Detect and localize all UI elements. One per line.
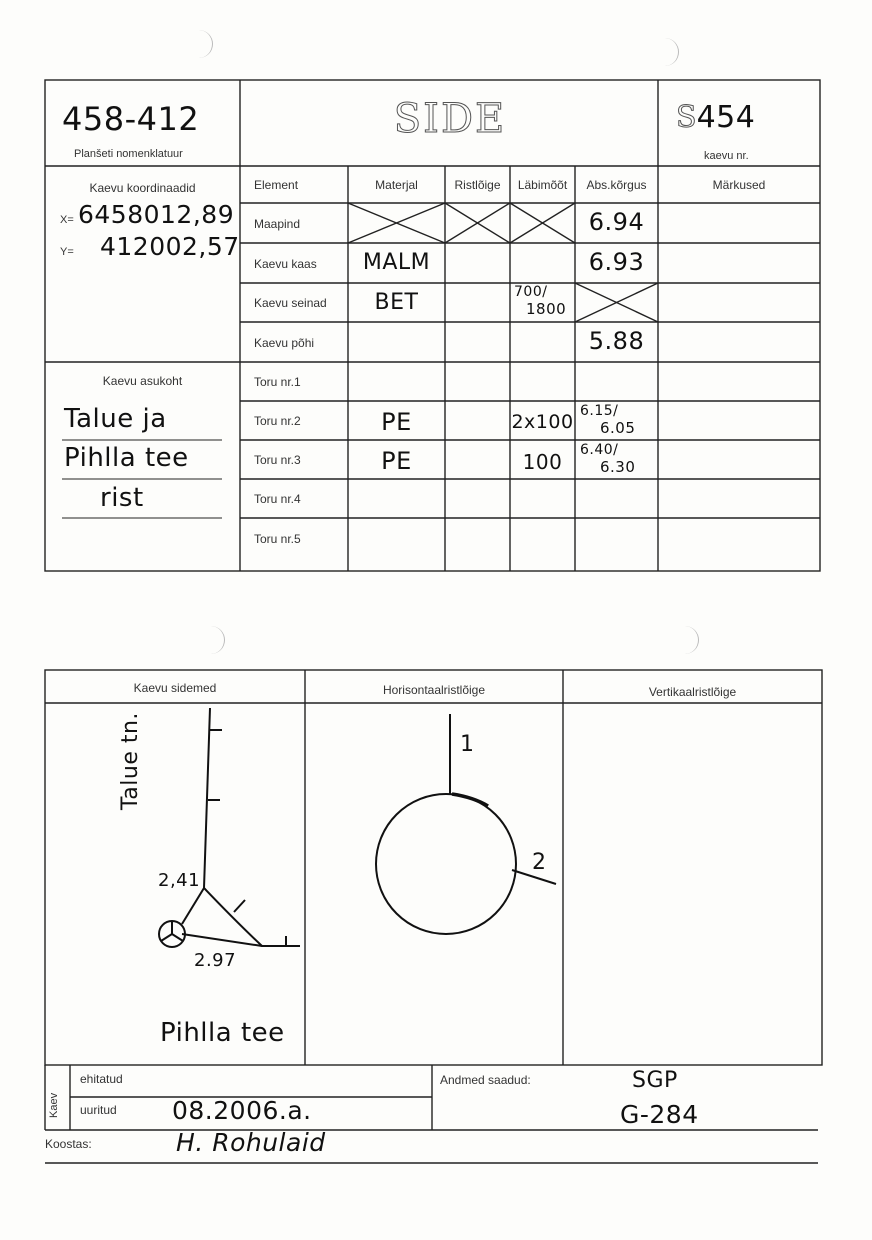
horizontal-section-header: Horisontaalristlõige (382, 683, 486, 697)
cell-material: PE (381, 408, 412, 436)
well-value: 454 (696, 100, 756, 135)
cell-height: 6.93 (588, 248, 645, 276)
row-element: Toru nr.3 (254, 453, 301, 467)
cell-height-bottom: 6.30 (600, 458, 636, 476)
col-header-height: Abs.kõrgus (586, 178, 647, 192)
cell-height-top: 6.15/ (580, 403, 619, 419)
well-prefix: S (676, 100, 697, 135)
data-source-value-1: SGP (632, 1068, 678, 1093)
vertical-section-header: Vertikaalristlõige (648, 685, 737, 699)
row-element: Toru nr.5 (254, 532, 301, 546)
surveyed-label: uuritud (80, 1103, 117, 1117)
location-line-3: rist (100, 483, 144, 513)
row-element: Maapind (254, 217, 301, 231)
pipe-label-1: 1 (460, 732, 475, 757)
cell-height: 5.88 (588, 327, 645, 355)
row-element: Toru nr.1 (254, 375, 301, 389)
well-label: kaevu nr. (704, 150, 749, 162)
cell-height-top: 6.40/ (580, 442, 619, 458)
row-element: Kaevu põhi (254, 336, 315, 350)
built-label: ehitatud (80, 1072, 123, 1086)
link-sketch (159, 708, 300, 947)
sketch-dist-2: 2.97 (194, 950, 237, 971)
cell-diameter: 100 (522, 450, 563, 474)
cell-material: MALM (362, 250, 431, 275)
page-title: SIDE (393, 96, 507, 142)
cell-material: BET (374, 290, 419, 315)
surveyed-value: 08.2006.a. (172, 1096, 312, 1125)
author-value: H. Rohulaid (176, 1128, 326, 1157)
row-element: Toru nr.2 (254, 414, 301, 428)
cell-diameter-top: 700/ (514, 284, 548, 300)
row-element: Kaevu seinad (254, 296, 327, 310)
plansheet-label: Planšeti nomenklatuur (74, 148, 183, 160)
cell-height-bottom: 6.05 (600, 419, 636, 437)
location-label: Kaevu asukoht (102, 374, 183, 388)
sketch-dist-1: 2,41 (158, 870, 201, 891)
row-element: Kaevu kaas (254, 257, 317, 271)
cell-diameter: 2x100 (511, 411, 574, 433)
pipe-label-2: 2 (532, 850, 547, 875)
row-element: Toru nr.4 (254, 492, 301, 506)
cell-material: PE (381, 447, 412, 475)
cell-diameter-bottom: 1800 (526, 300, 567, 318)
author-label: Koostas: (45, 1137, 92, 1151)
sketch-street-bottom: Pihlla tee (160, 1018, 285, 1048)
links-header: Kaevu sidemed (133, 681, 217, 695)
location-line-2: Pihlla tee (64, 443, 189, 473)
sketch-street-top: Talue tn. (118, 712, 143, 810)
y-label: Y= (60, 246, 74, 258)
x-value: 6458012,89 (78, 200, 235, 229)
well-number (676, 100, 755, 135)
coords-label: Kaevu koordinaadid (89, 181, 196, 195)
data-source-label: Andmed saadud: (440, 1073, 531, 1087)
col-header-material: Materjal (375, 178, 418, 192)
col-header-notes: Märkused (712, 178, 766, 192)
y-value: 412002,57 (100, 232, 240, 261)
cell-height: 6.94 (588, 208, 645, 236)
footer-side-label: Kaev (48, 1092, 60, 1118)
col-header-diameter: Läbimõõt (517, 178, 568, 192)
x-label: X= (60, 214, 74, 226)
plansheet-value: 458-412 (62, 100, 200, 138)
col-header-element: Element (254, 178, 299, 192)
location-line-1: Talue ja (64, 404, 167, 434)
data-source-value-2: G-284 (620, 1100, 699, 1129)
col-header-cross: Ristlõige (454, 178, 501, 192)
